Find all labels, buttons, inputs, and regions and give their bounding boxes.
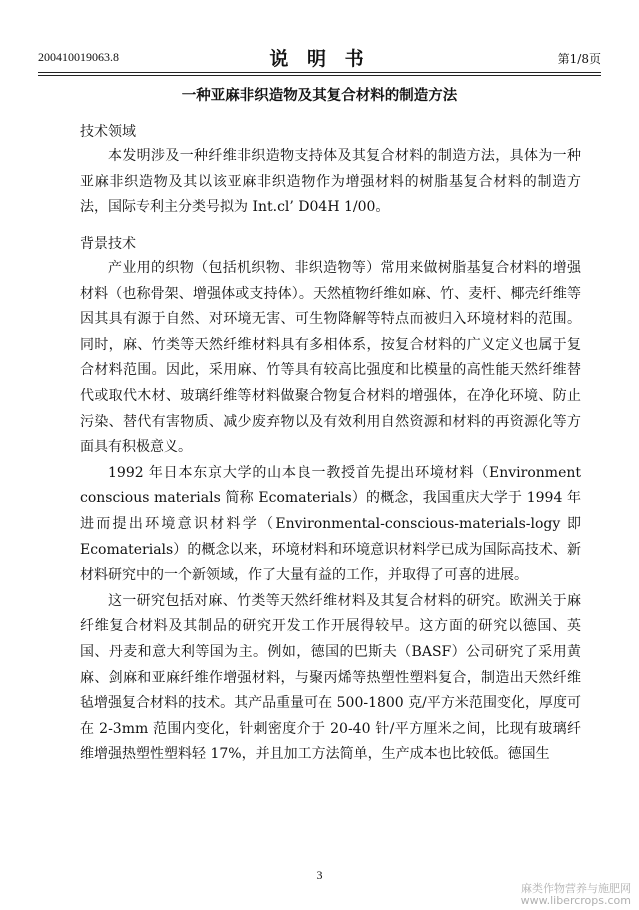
application-number: 200410019063.8 (38, 50, 119, 64)
section-background-art (80, 232, 581, 768)
header-rule-top (38, 72, 601, 73)
page-number: 3 (316, 868, 323, 882)
watermark-line-1: 麻类作物营养与施肥网 (521, 882, 631, 895)
paragraph: 产业用的织物（包括机织物、非织造物等）常用来做树脂基复合材料的增强材料（也称骨架、增强体或支持体）。天然植物纤维如麻、竹、麦杆、椰壳纤维等因其具有源于自然、对环境无害、可生物降解等特点而被归入环境材料的范围。同时，麻、竹类等天然纤维材料具有多相体系，按复合材料的广义定义也属于复合材料范围。因此，采用麻、竹等具有较高比强度和比模量的高性能天然纤维替代或取代木材、玻璃纤维等材料做聚合物复合材料的增强体，在净化环境、防止污染、替代有害物质、减少废弃物以及有效利用自然资源和材料的再资源化等方面具有积极意义。 (80, 260, 581, 456)
watermark-line-2: www.libercrops.com (520, 894, 631, 907)
header-rule-bottom (38, 75, 601, 76)
section-technical-field (80, 120, 581, 221)
paragraph: 这一研究包括对麻、竹类等天然纤维材料及其复合材料的研究。欧洲关于麻纤维复合材料及其制品的研究开发工作开展得较早。这方面的研究以德国、英国、丹麦和意大利等国为主。例如，德国的巴斯夫（BASF）公司研究了采用黄麻、剑麻和亚麻纤维作增强材料，与聚丙烯等热塑性塑料复合，制造出天然纤维毡增强复合材料的技术。其产品重量可在 500-1800 克/平方米范围变化，厚度可在 2-3mm 范围内变化，针刺密度介于 20-40 针/平方厘米之间，比现有玻璃纤维增强热塑性塑料轻 17%，并且加工方法简单，生产成本也比较低。德国生 (80, 592, 581, 763)
watermark (521, 883, 631, 907)
document-title: 一种亚麻非织造物及其复合材料的制造方法 (181, 87, 458, 104)
section-heading: 背景技术 (80, 236, 136, 252)
document-header (38, 44, 601, 70)
section-heading: 技术领域 (80, 124, 136, 140)
paragraph: 本发明涉及一种纤维非织造物支持体及其复合材料的制造方法，具体为一种亚麻非织造物及其以该亚麻非织造物作为增强材料的树脂基复合材料的制造方法，国际专利主分类号拟为 Int.cl’ D04H 1/00。 (80, 148, 581, 216)
header-title: 说 明 书 (269, 48, 370, 70)
page-label: 第1/8页 (557, 52, 601, 66)
paragraph: 1992 年日本东京大学的山本良一教授首先提出环境材料（Environment conscious materials 简称 Ecomaterials）的概念，我国重庆大学于 1994 年进而提出环境意识材料学（Environmental-conscious-materials-logy 即 Ecomaterials）的概念以来，环境材料和环境意识材料学已成为国际高技术、新材料研究中的一个新领域，作了大量有益的工作，并取得了可喜的进展。 (80, 464, 581, 584)
